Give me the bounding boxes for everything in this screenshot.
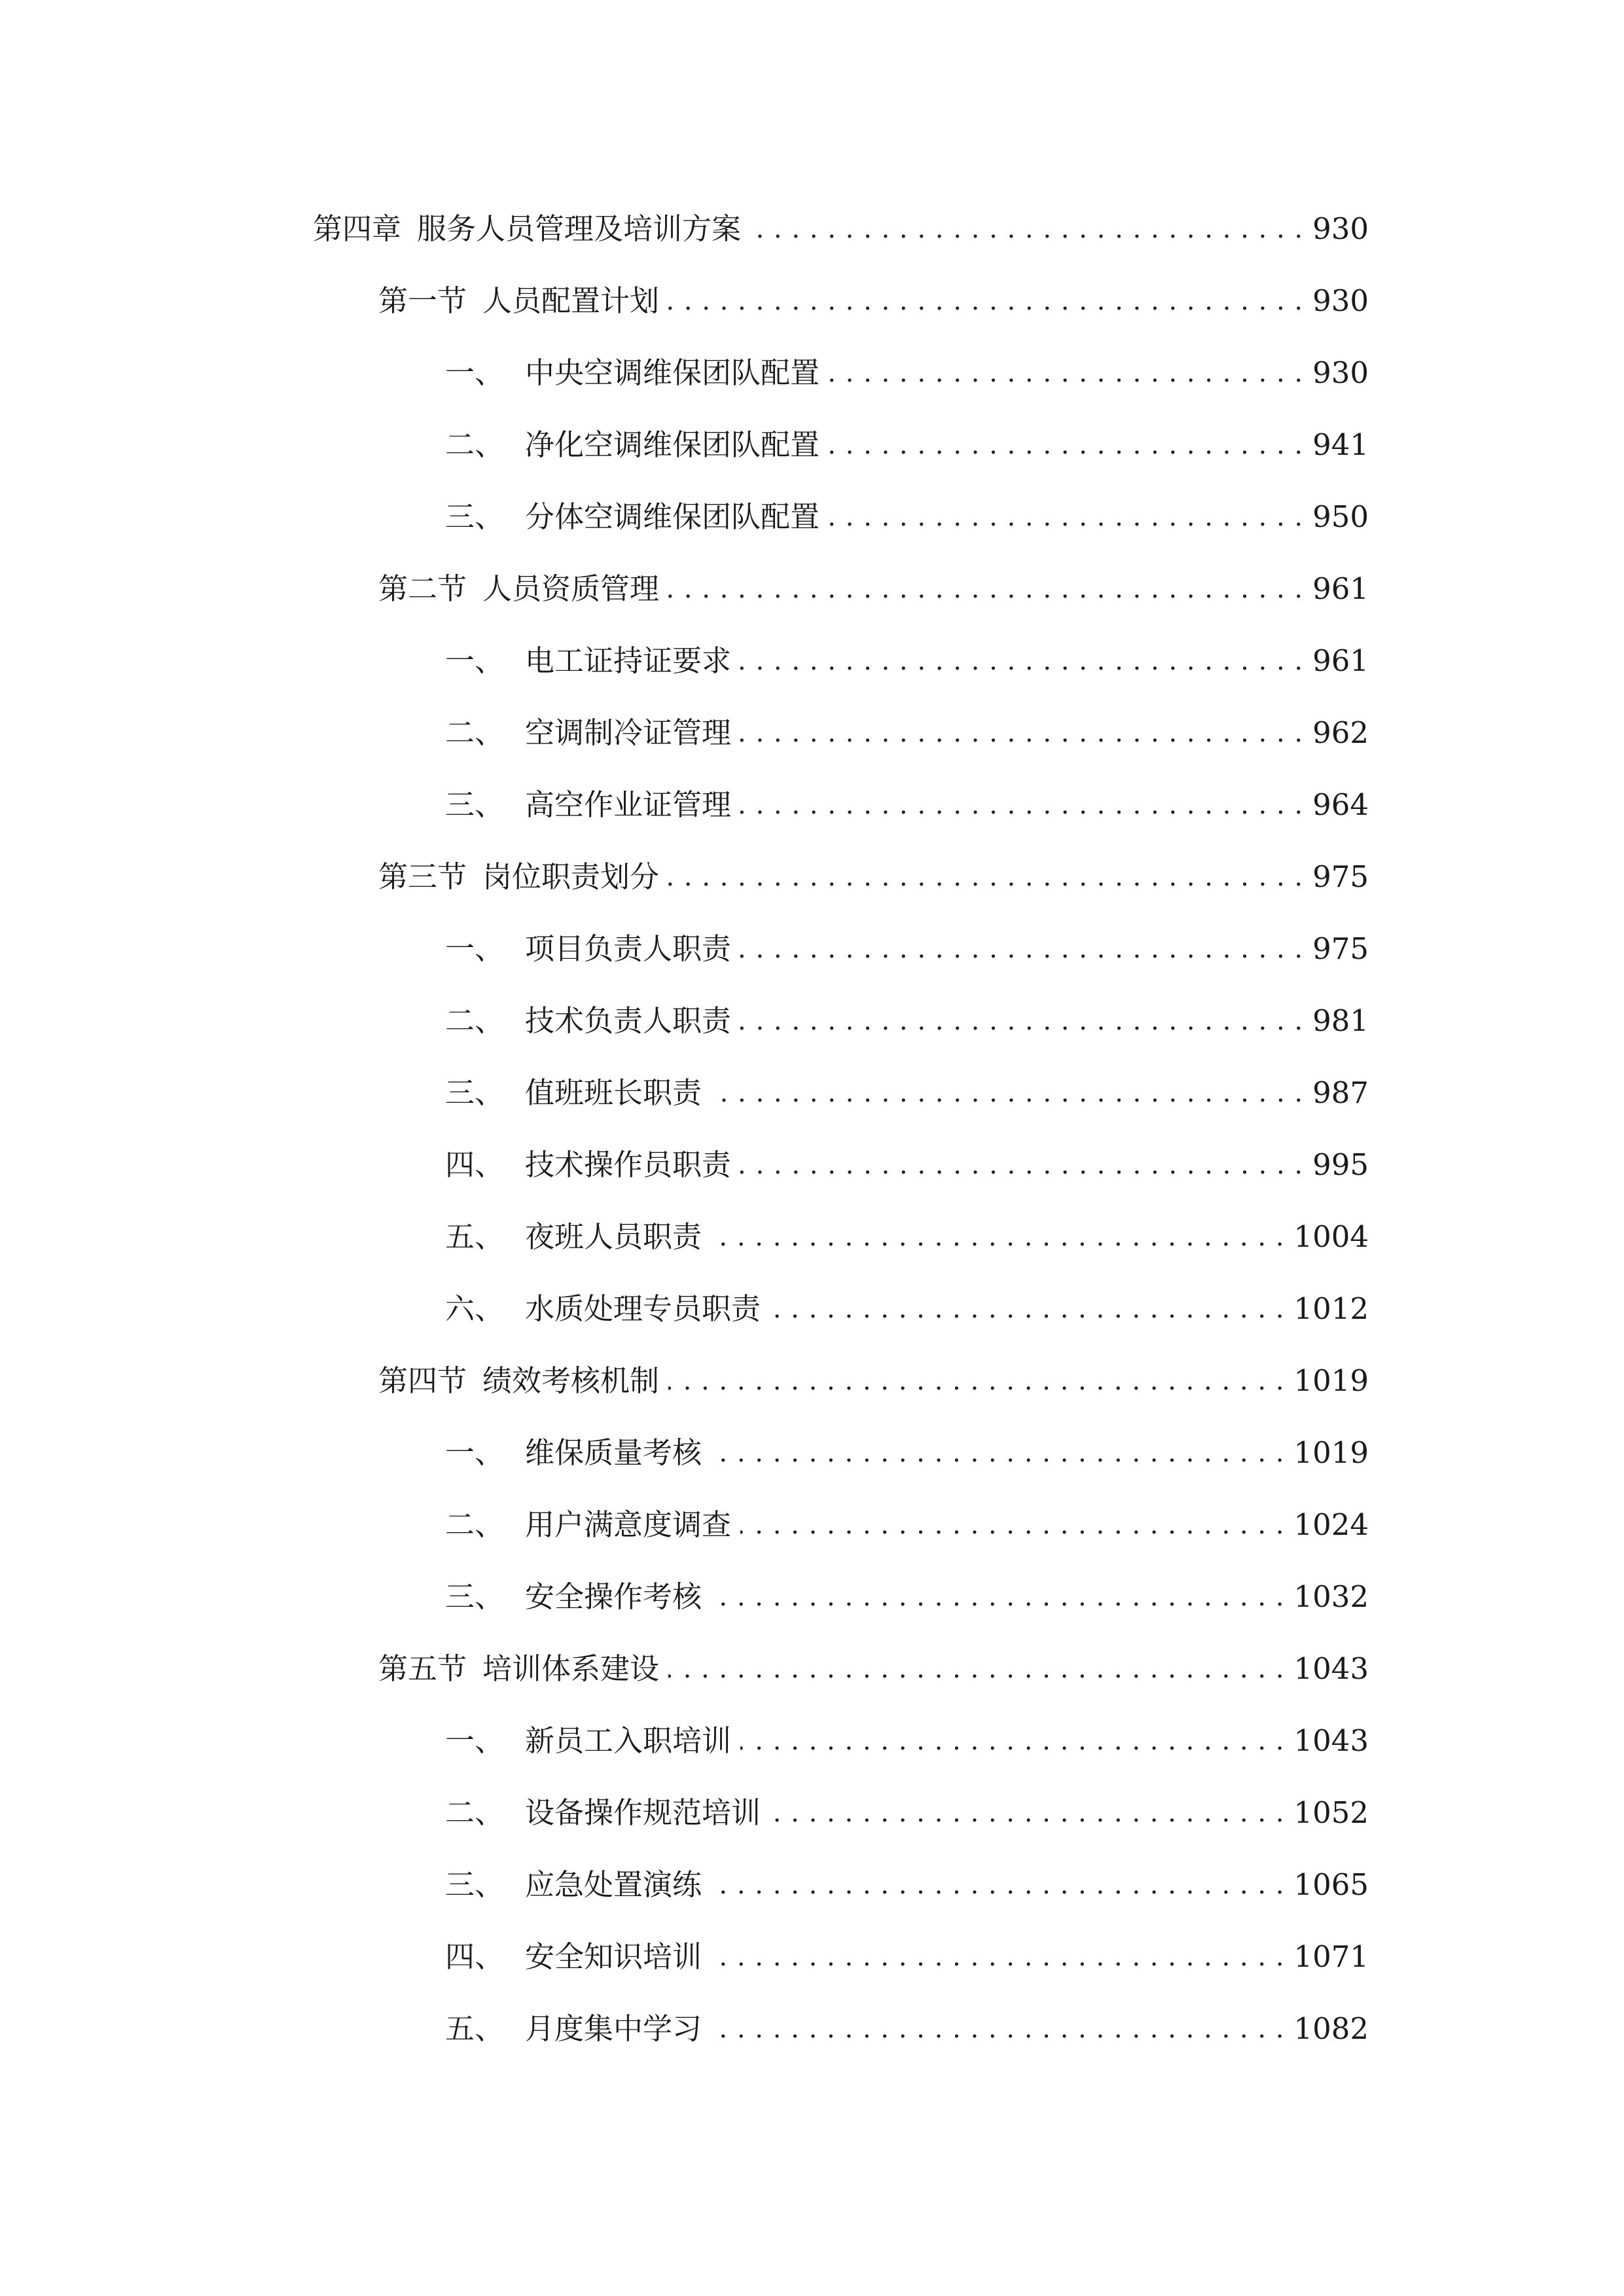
- toc-subsection-entry[interactable]: [445, 1211, 1369, 1263]
- toc-item-title: 值班班长职责: [525, 1075, 702, 1110]
- toc-item-title: 设备操作规范培训: [525, 1795, 761, 1830]
- toc-section-label: 第五节: [378, 1651, 467, 1686]
- toc-section-title: 人员配置计划: [482, 283, 660, 318]
- toc-subsection-entry[interactable]: [445, 1283, 1369, 1335]
- toc-item-number: 四、: [445, 1939, 505, 1974]
- toc-item-number: 一、: [445, 931, 505, 966]
- toc-item-number: 一、: [445, 355, 505, 390]
- toc-subsection-entry[interactable]: [445, 1067, 1369, 1119]
- toc-subsection-entry[interactable]: [445, 1931, 1369, 1983]
- toc-section-entry[interactable]: [378, 851, 1369, 903]
- toc-item-title: 安全知识培训: [525, 1939, 702, 1974]
- toc-page-number: 1071: [1293, 1939, 1369, 1974]
- toc-item-number: 一、: [445, 1435, 505, 1470]
- toc-section-entry[interactable]: [378, 563, 1369, 615]
- dot-leader: [668, 275, 1303, 327]
- toc-chapter-title: 服务人员管理及培训方案: [417, 211, 742, 246]
- toc-subsection-entry[interactable]: [445, 635, 1369, 687]
- dot-leader: [829, 347, 1303, 399]
- toc-item-title: 空调制冷证管理: [525, 715, 732, 750]
- dot-leader: [711, 1067, 1303, 1119]
- toc-page-number: 930: [1312, 355, 1369, 390]
- toc-section-title: 绩效考核机制: [482, 1363, 660, 1398]
- toc-page-number: 1019: [1293, 1435, 1369, 1470]
- toc-item-title: 新员工入职培训: [525, 1723, 732, 1758]
- toc-item-title: 高空作业证管理: [525, 787, 732, 822]
- dot-leader: [668, 851, 1303, 903]
- dot-leader: [750, 203, 1303, 255]
- dot-leader: [740, 1499, 1284, 1551]
- toc-item-title: 电工证持证要求: [525, 643, 732, 678]
- dot-leader: [711, 1571, 1284, 1623]
- dot-leader: [740, 923, 1303, 975]
- dot-leader: [770, 1787, 1284, 1839]
- toc-page-number: 941: [1312, 427, 1369, 462]
- toc-item-number: 一、: [445, 1723, 505, 1758]
- dot-leader: [711, 1427, 1284, 1479]
- dot-leader: [829, 491, 1303, 543]
- toc-page-number: 1024: [1293, 1507, 1369, 1542]
- toc-item-number: 三、: [445, 1075, 505, 1110]
- toc-page-number: 962: [1312, 715, 1369, 750]
- toc-item-number: 二、: [445, 1795, 505, 1830]
- toc-item-number: 五、: [445, 2011, 505, 2046]
- dot-leader: [668, 1355, 1284, 1407]
- toc-subsection-entry[interactable]: [445, 2003, 1369, 2055]
- dot-leader: [711, 1859, 1284, 1911]
- toc-page-number: 1019: [1293, 1363, 1369, 1398]
- toc-page-number: 1065: [1293, 1867, 1369, 1902]
- toc-section-entry[interactable]: [378, 1355, 1369, 1407]
- toc-item-title: 月度集中学习: [525, 2011, 702, 2046]
- toc-subsection-entry[interactable]: [445, 1787, 1369, 1839]
- toc-subsection-entry[interactable]: [445, 1715, 1369, 1767]
- toc-section-label: 第三节: [378, 859, 467, 894]
- toc-item-title: 用户满意度调查: [525, 1507, 732, 1542]
- toc-subsection-entry[interactable]: [445, 1571, 1369, 1623]
- toc-page-number: 975: [1312, 931, 1369, 966]
- dot-leader: [770, 1283, 1284, 1335]
- toc-page-number: 1043: [1293, 1651, 1369, 1686]
- toc-item-title: 技术负责人职责: [525, 1003, 732, 1038]
- toc-item-title: 水质处理专员职责: [525, 1291, 761, 1326]
- toc-page-number: 981: [1312, 1003, 1369, 1038]
- dot-leader: [668, 563, 1303, 615]
- dot-leader: [711, 2003, 1284, 2055]
- toc-subsection-entry[interactable]: [445, 1859, 1369, 1911]
- toc-subsection-entry[interactable]: [445, 707, 1369, 759]
- dot-leader: [740, 1715, 1284, 1767]
- toc-page-number: 930: [1312, 211, 1369, 246]
- dot-leader: [711, 1211, 1284, 1263]
- toc-subsection-entry[interactable]: [445, 923, 1369, 975]
- toc-item-number: 一、: [445, 643, 505, 678]
- toc-item-number: 二、: [445, 1003, 505, 1038]
- toc-subsection-entry[interactable]: [445, 779, 1369, 831]
- dot-leader: [740, 779, 1303, 831]
- toc-page-number: 1082: [1293, 2011, 1369, 2046]
- toc-item-title: 技术操作员职责: [525, 1147, 732, 1182]
- toc-page-number: 1032: [1293, 1579, 1369, 1614]
- toc-page-number: 1043: [1293, 1723, 1369, 1758]
- toc-item-number: 五、: [445, 1219, 505, 1254]
- toc-item-title: 项目负责人职责: [525, 931, 732, 966]
- dot-leader: [740, 995, 1303, 1047]
- toc-subsection-entry[interactable]: [445, 347, 1369, 399]
- dot-leader: [829, 419, 1303, 471]
- dot-leader: [740, 707, 1303, 759]
- toc-item-number: 二、: [445, 1507, 505, 1542]
- toc-item-title: 夜班人员职责: [525, 1219, 702, 1254]
- toc-chapter-label: 第四章: [313, 211, 402, 246]
- toc-page-number: 1012: [1293, 1291, 1369, 1326]
- toc-item-number: 三、: [445, 1579, 505, 1614]
- dot-leader: [711, 1931, 1284, 1983]
- toc-item-number: 六、: [445, 1291, 505, 1326]
- toc-section-label: 第二节: [378, 571, 467, 606]
- toc-item-title: 净化空调维保团队配置: [525, 427, 820, 462]
- toc-section-entry[interactable]: [378, 1643, 1369, 1695]
- toc-subsection-entry[interactable]: [445, 1427, 1369, 1479]
- toc-section-title: 岗位职责划分: [482, 859, 660, 894]
- toc-item-title: 中央空调维保团队配置: [525, 355, 820, 390]
- toc-section-label: 第一节: [378, 283, 467, 318]
- toc-page-number: 975: [1312, 859, 1369, 894]
- toc-item-number: 三、: [445, 499, 505, 534]
- toc-subsection-entry[interactable]: [445, 419, 1369, 471]
- dot-leader: [668, 1643, 1284, 1695]
- toc-page-number: 964: [1312, 787, 1369, 822]
- toc-item-title: 维保质量考核: [525, 1435, 702, 1470]
- toc-subsection-entry[interactable]: [445, 1499, 1369, 1551]
- toc-page-number: 987: [1312, 1075, 1369, 1110]
- toc-section-label: 第四节: [378, 1363, 467, 1398]
- toc-chapter-entry[interactable]: [313, 203, 1369, 255]
- toc-page-number: 1052: [1293, 1795, 1369, 1830]
- toc-page-number: 950: [1312, 499, 1369, 534]
- toc-subsection-entry[interactable]: [445, 491, 1369, 543]
- toc-section-title: 培训体系建设: [482, 1651, 660, 1686]
- toc-item-number: 二、: [445, 715, 505, 750]
- dot-leader: [740, 635, 1303, 687]
- toc-item-number: 二、: [445, 427, 505, 462]
- toc-section-title: 人员资质管理: [482, 571, 660, 606]
- toc-subsection-entry[interactable]: [445, 995, 1369, 1047]
- toc-item-title: 分体空调维保团队配置: [525, 499, 820, 534]
- toc-item-number: 三、: [445, 1867, 505, 1902]
- dot-leader: [740, 1139, 1303, 1191]
- toc-item-number: 四、: [445, 1147, 505, 1182]
- toc-page-number: 961: [1312, 643, 1369, 678]
- toc-item-title: 应急处置演练: [525, 1867, 702, 1902]
- toc-page-number: 961: [1312, 571, 1369, 606]
- toc-item-number: 三、: [445, 787, 505, 822]
- toc-page-number: 995: [1312, 1147, 1369, 1182]
- toc-subsection-entry[interactable]: [445, 1139, 1369, 1191]
- toc-item-title: 安全操作考核: [525, 1579, 702, 1614]
- toc-page-number: 930: [1312, 283, 1369, 318]
- toc-section-entry[interactable]: [378, 275, 1369, 327]
- toc-page-number: 1004: [1293, 1219, 1369, 1254]
